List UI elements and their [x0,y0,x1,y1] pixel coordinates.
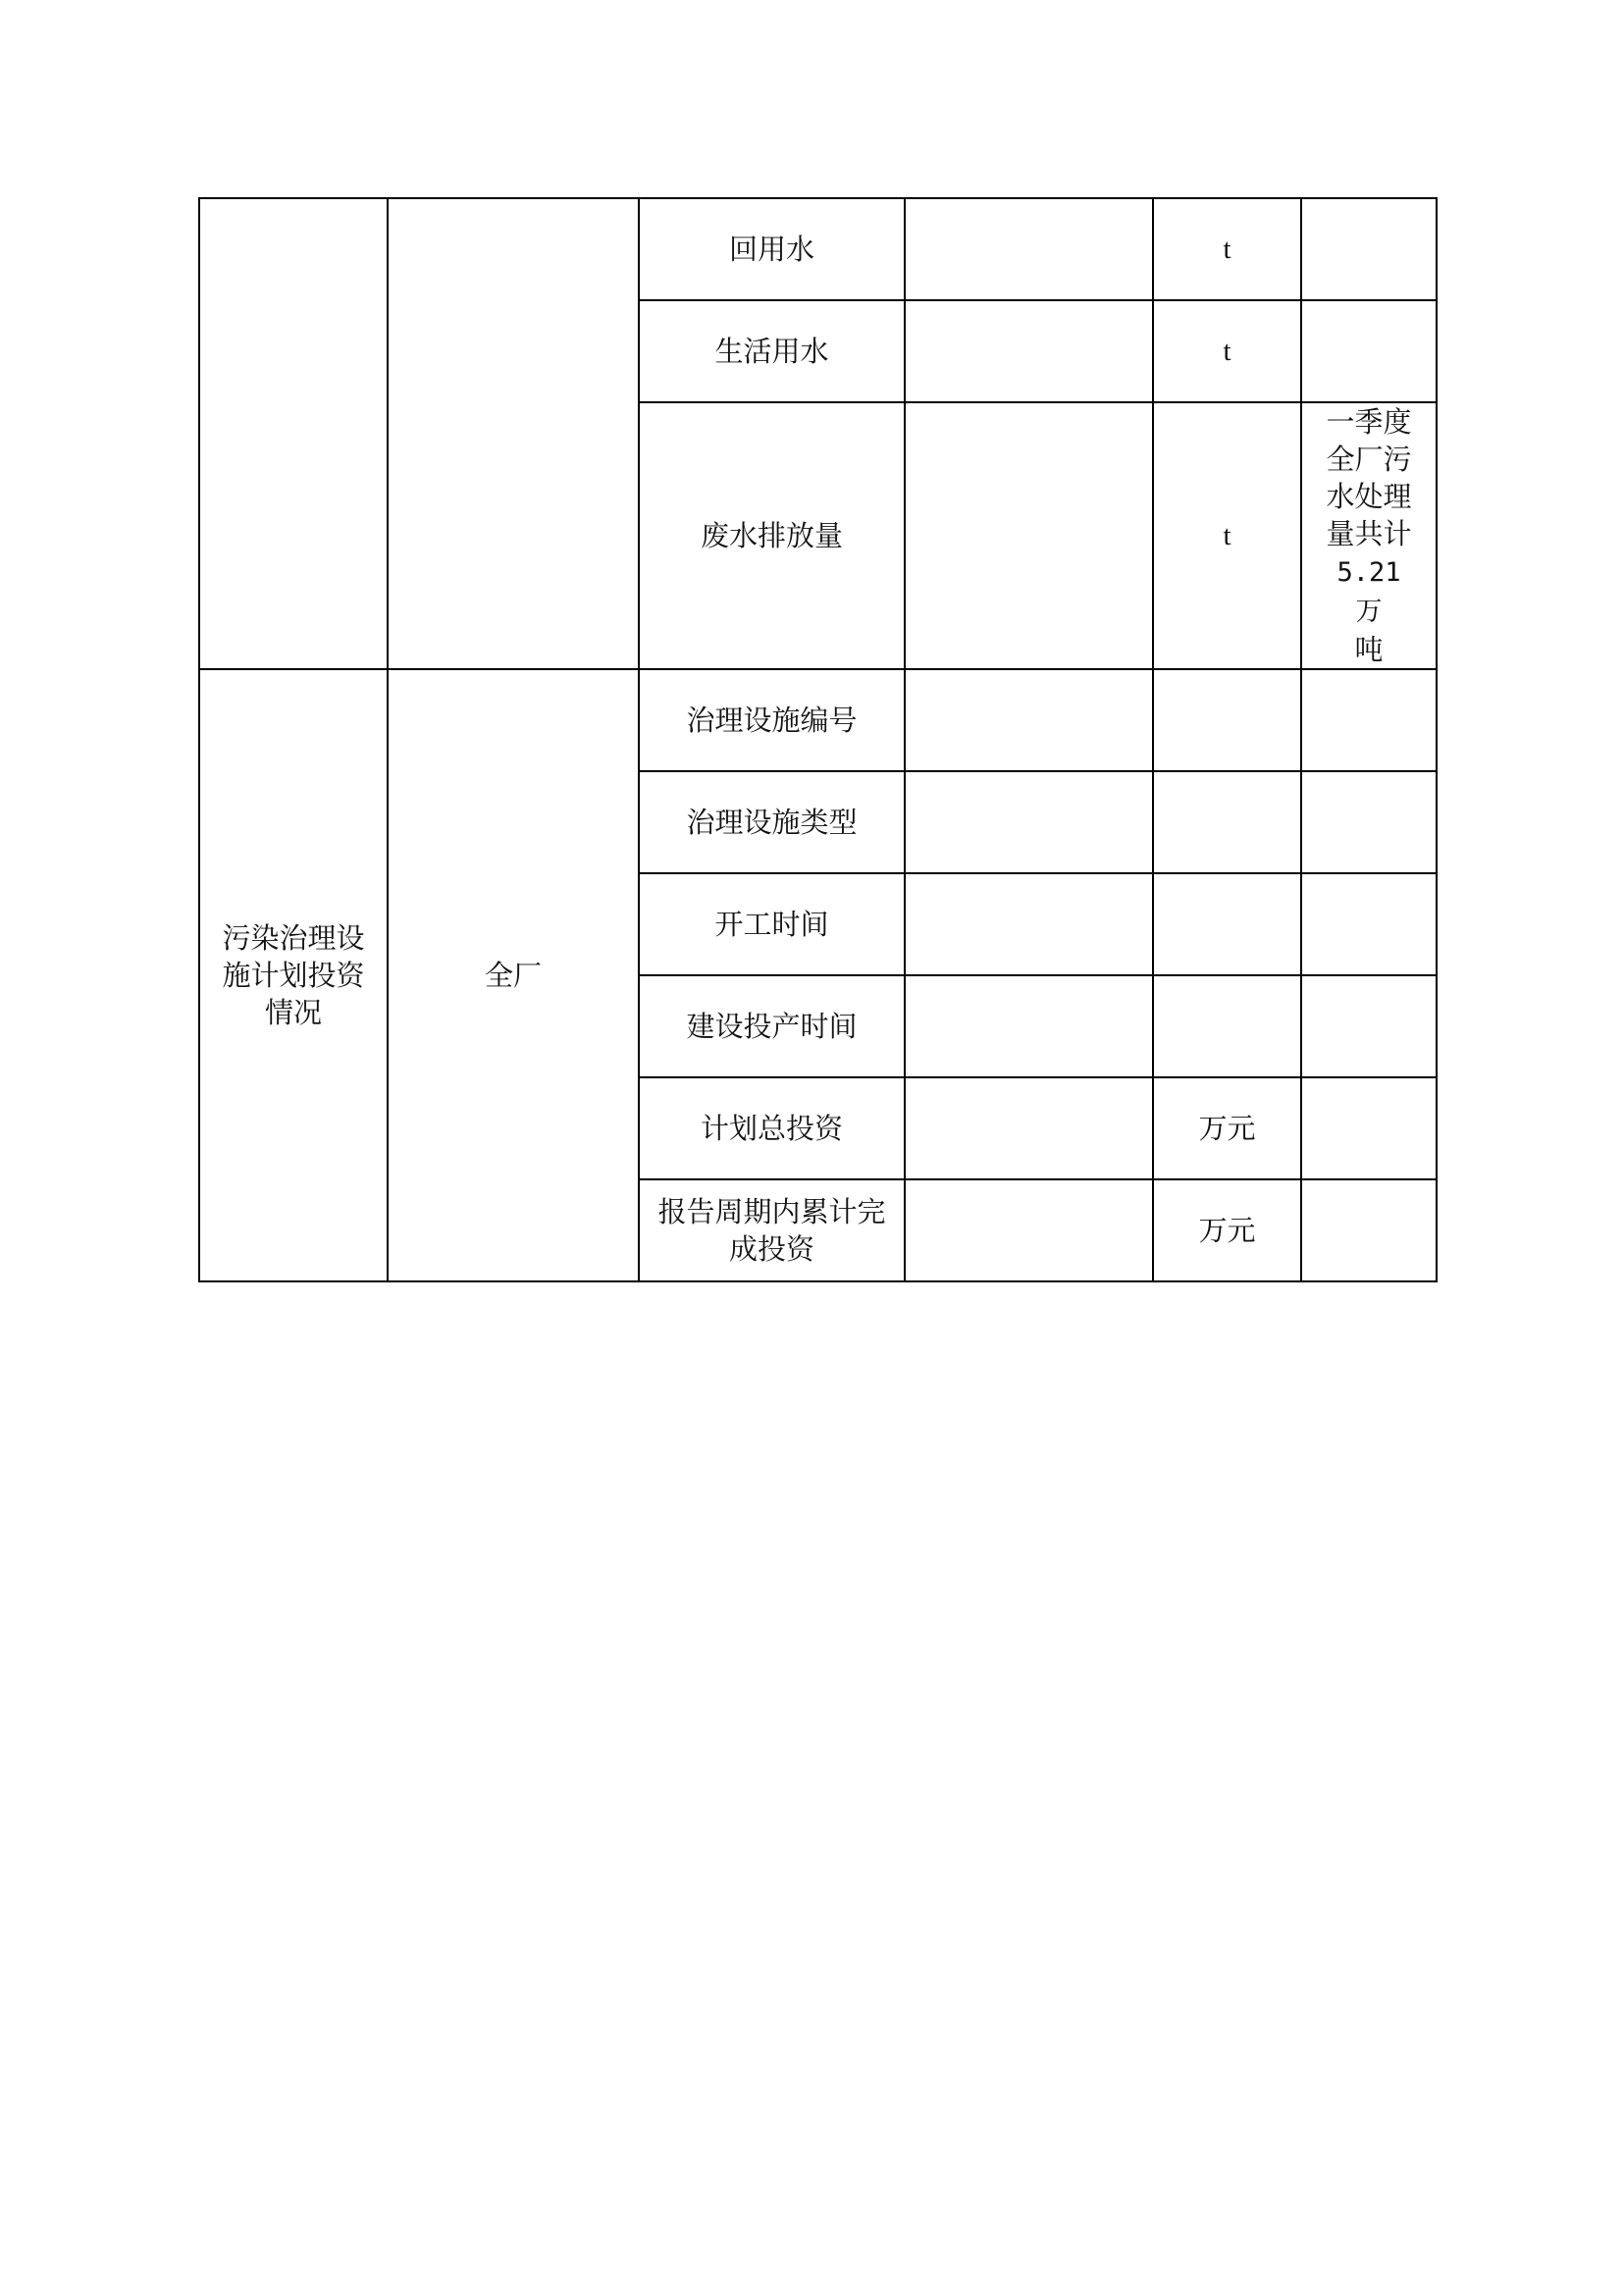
unit-cell [1153,669,1301,771]
value-cell [905,975,1153,1077]
category-label: 污染治理设施计划投资情况 [222,921,365,1029]
unit-cell: 万元 [1153,1077,1301,1179]
note-cell [1301,198,1437,300]
value-cell [905,1077,1153,1179]
note-line: 量共计 [1326,517,1412,550]
unit-cell: t [1153,300,1301,402]
value-cell [905,402,1153,669]
wastewater-note [1320,403,1418,668]
unit-cell: 万元 [1153,1179,1301,1281]
unit-cell: t [1153,198,1301,300]
note-cell [1301,1077,1437,1179]
note-line: 水处理 [1326,480,1412,513]
note-line: 吨 [1354,633,1384,666]
scope-cell: 全厂 [388,669,639,1281]
item-label: 报告周期内累计完成投资 [657,1195,886,1266]
category-cell-empty [199,198,388,669]
item-cell [639,1179,905,1281]
note-cell [1301,402,1437,669]
note-line: 5.21 万 [1336,557,1401,627]
item-cell: 治理设施编号 [639,669,905,771]
unit-cell: t [1153,402,1301,669]
table-row [199,198,1437,300]
note-cell [1301,669,1437,771]
unit-cell [1153,975,1301,1077]
value-cell [905,873,1153,975]
note-cell [1301,771,1437,873]
note-cell [1301,300,1437,402]
unit-cell [1153,771,1301,873]
note-cell [1301,873,1437,975]
item-cell: 回用水 [639,198,905,300]
value-cell [905,198,1153,300]
scope-cell-empty [388,198,639,669]
table-row [199,669,1437,771]
note-line: 一季度 [1326,405,1412,439]
item-cell: 治理设施类型 [639,771,905,873]
value-cell [905,300,1153,402]
category-cell [199,669,388,1281]
item-cell: 建设投产时间 [639,975,905,1077]
item-cell: 生活用水 [639,300,905,402]
unit-cell [1153,873,1301,975]
item-cell: 计划总投资 [639,1077,905,1179]
value-cell [905,771,1153,873]
value-cell [905,1179,1153,1281]
item-cell: 开工时间 [639,873,905,975]
report-table [198,197,1438,1282]
note-cell [1301,1179,1437,1281]
item-cell: 废水排放量 [639,402,905,669]
note-line: 全厂污 [1326,443,1412,476]
value-cell [905,669,1153,771]
note-cell [1301,975,1437,1077]
